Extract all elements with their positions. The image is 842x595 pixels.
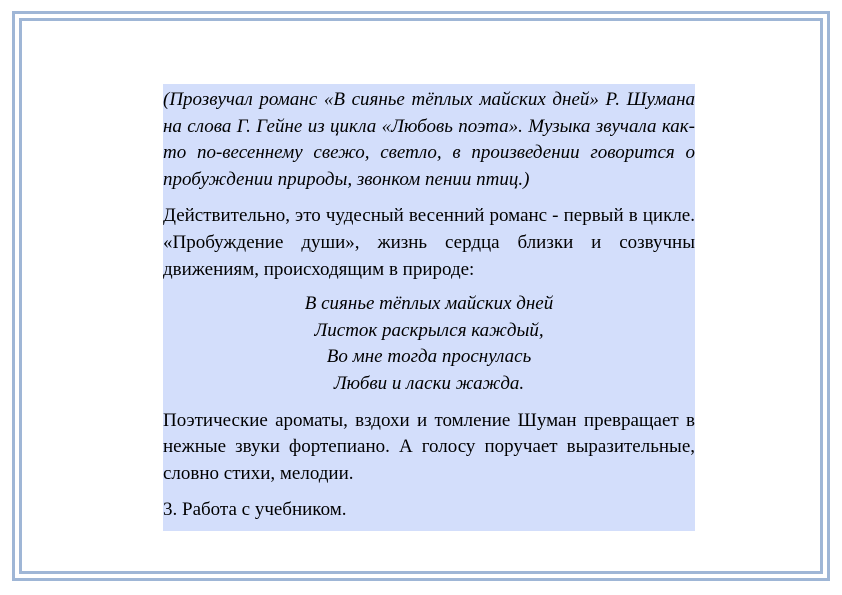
- poem-line: В сиянье тёплых майских дней: [304, 293, 554, 315]
- text-block: [163, 84, 695, 531]
- poem-line: Листок раскрылся каждый,: [314, 319, 544, 341]
- intro-paragraph: (Прозвучал романс «В сиянье тёплых майских дней» Р. Шумана на слова Г. Гейне из цикла «Любовь поэта». Музыка звучала как-то по-весеннему свежо, светло, в произведении говорится о пробуждении природы, звонком пении птиц.): [163, 89, 695, 190]
- task-item-3: 3. Работа с учебником.: [163, 499, 347, 521]
- poem-line: Любви и ласки жажда.: [333, 372, 525, 394]
- poem-line: Во мне тогда проснулась: [326, 346, 532, 368]
- poem-quote: [163, 291, 695, 397]
- paragraph-schumann: Поэтические ароматы, вздохи и томление Шуман превращает в нежные звуки фортепиано. А голосу поручает выразительные, словно стихи, мелодии.: [163, 409, 695, 484]
- paragraph-romance: Действительно, это чудесный весенний романс - первый в цикле. «Пробуждение души», жизнь сердца близки и созвучны движениям, происходящим в природе:: [163, 205, 695, 280]
